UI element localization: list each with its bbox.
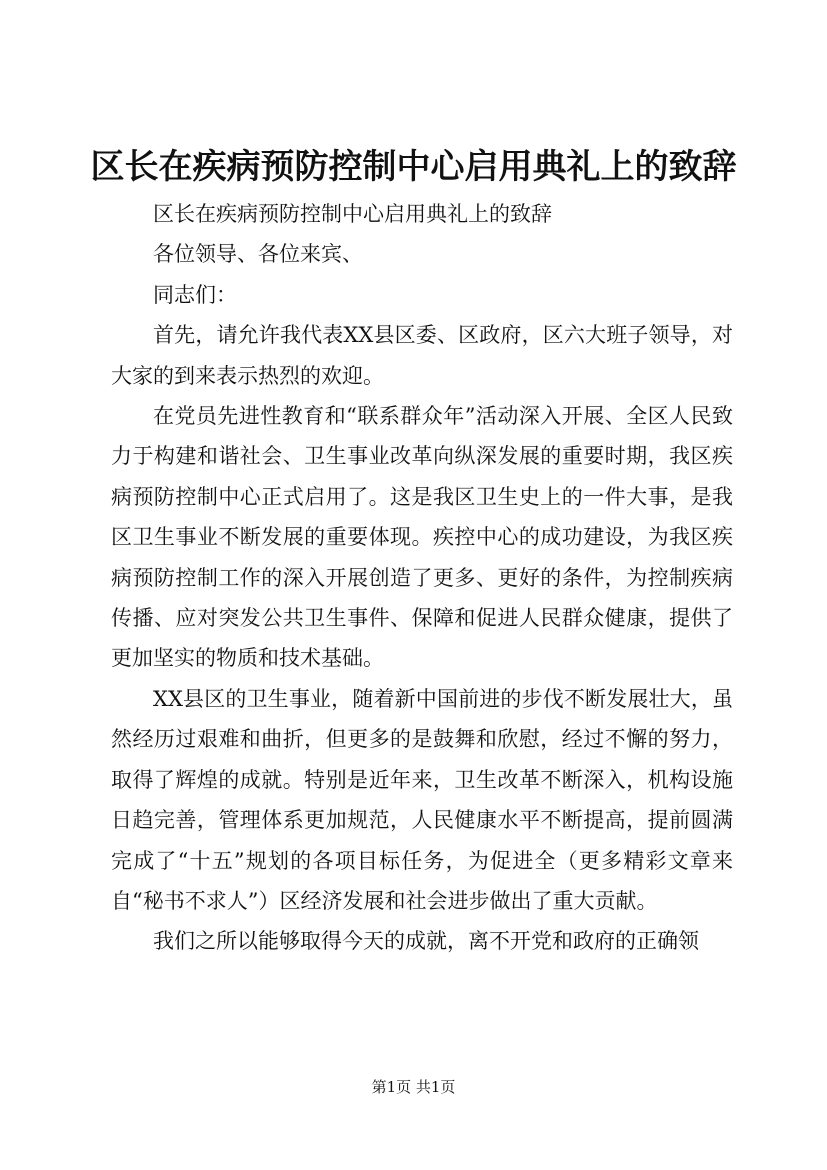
paragraph-subtitle: 区长在疾病预防控制中心启用典礼上的致辞 <box>153 202 552 226</box>
paragraph-significance: 在党员先进性教育和“联系群众年”活动深入开展、全区人民致力于构建和谐社会、卫生事业改革向纵深发展的重要时期，我区疾病预防控制中心正式启用了。这是我区卫生史上的一件大事，是我区卫生事业不断发展的重要体现。疾控中心的成功建设，为我区疾病预防控制工作的深入开展创造了更多、更好的条件，为控制疾病传播、应对突发公共卫生事件、保障和促进人民群众健康，提供了更加坚实的物质和技术基础。 <box>111 404 733 671</box>
paragraph-salutation: 各位领导、各位来宾、 <box>153 242 363 267</box>
document-body <box>111 194 733 962</box>
document-title: 区长在疾病预防控制中心启用典礼上的致辞 <box>90 147 737 187</box>
paragraph-welcome: 首先，请允许我代表XX县区委、区政府，区六大班子领导，对大家的到来表示热烈的欢迎。 <box>111 323 733 388</box>
paragraph-achievements: XX县区的卫生事业，随着新中国前进的步伐不断发展壮大，虽然经历过艰难和曲折，但更多的是鼓舞和欣慰，经过不懈的努力，取得了辉煌的成就。特别是近年来，卫生改革不断深入，机构设施日趋完善，管理体系更加规范，人民健康水平不断提高，提前圆满完成了“十五”规划的各项目标任务，为促进全（更多精彩文章来自“秘书不求人”）区经济发展和社会进步做出了重大贡献。 <box>111 686 733 913</box>
page-footer: 第1页 共1页 <box>371 1078 456 1096</box>
paragraph-salutation-2: 同志们： <box>153 282 237 307</box>
paragraph-reasons: 我们之所以能够取得今天的成就，离不开党和政府的正确领 <box>153 929 699 954</box>
